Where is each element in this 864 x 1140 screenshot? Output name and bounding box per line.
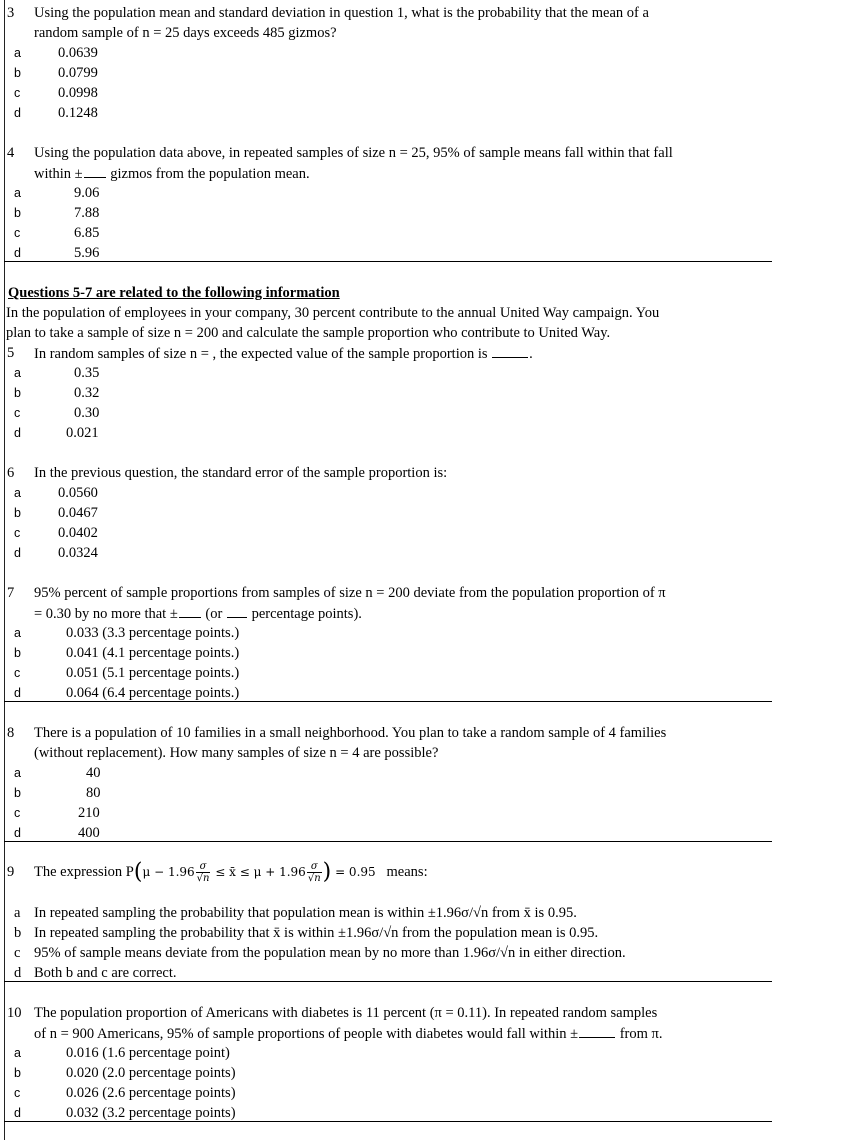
question-text: 95% percent of sample proportions from samples of size n = 200 deviate from the population proportion of π — [34, 585, 666, 601]
question-text-cont — [34, 163, 310, 184]
section-divider — [4, 1121, 772, 1122]
section-divider — [4, 261, 772, 262]
sigma-fraction — [307, 861, 322, 884]
option-value: 0.32 — [74, 385, 100, 401]
option-value: 0.041 (4.1 percentage points.) — [66, 645, 240, 661]
option-value: 6.85 — [74, 225, 100, 241]
option-letter: b — [14, 786, 21, 800]
option-value: In repeated sampling the probability that x̄ is within ±1.96σ/√n from the population mean is 0.95. — [34, 925, 599, 941]
answer-blank — [179, 603, 201, 618]
option-letter: d — [14, 686, 21, 700]
text-fragment: = 0.30 by no more that ± — [34, 606, 178, 622]
left-border — [4, 0, 5, 1140]
expr-fragment: μ − 1.96 — [142, 865, 195, 879]
text-fragment: percentage points). — [247, 606, 362, 622]
question-text: There is a population of 10 families in a small neighborhood. You plan to take a random sample of 4 families — [34, 725, 667, 741]
option-value: 0.026 (2.6 percentage points) — [66, 1085, 236, 1101]
option-value: 210 — [78, 805, 100, 821]
option-value: 0.021 — [66, 425, 99, 441]
option-letter: c — [14, 406, 21, 420]
option-value: 0.020 (2.0 percentage points) — [66, 1065, 236, 1081]
option-value: 0.064 (6.4 percentage points.) — [66, 685, 240, 701]
option-letter: b — [14, 386, 21, 400]
option-value: 0.30 — [74, 405, 100, 421]
option-letter: a — [14, 766, 21, 780]
option-letter: c — [14, 945, 21, 961]
option-value: 5.96 — [74, 245, 100, 261]
info-text: plan to take a sample of size n = 200 and calculate the sample proportion who contribute to United Way. — [6, 325, 611, 341]
option-value: 0.0639 — [58, 45, 98, 61]
option-letter: a — [14, 186, 21, 200]
answer-blank — [492, 343, 528, 358]
option-letter: c — [14, 806, 21, 820]
question-text: The population proportion of Americans with diabetes is 11 percent (π = 0.11). In repeated random samples — [34, 1005, 658, 1021]
question-text-cont: (without replacement). How many samples of size n = 4 are possible? — [34, 745, 439, 761]
option-letter: a — [14, 366, 21, 380]
option-value: 0.35 — [74, 365, 100, 381]
option-value: 0.033 (3.3 percentage points.) — [66, 625, 240, 641]
option-letter: c — [14, 226, 21, 240]
option-value: 0.0998 — [58, 85, 98, 101]
option-value: 7.88 — [74, 205, 100, 221]
question-text-cont — [34, 1023, 662, 1044]
question-number: 3 — [7, 5, 15, 21]
option-letter: b — [14, 646, 21, 660]
expr-fragment: = 0.95 — [335, 865, 376, 879]
option-value: 0.016 (1.6 percentage point) — [66, 1045, 230, 1061]
option-value: 9.06 — [74, 185, 100, 201]
option-letter: d — [14, 426, 21, 440]
section-divider — [4, 981, 772, 982]
option-value: 40 — [86, 765, 101, 781]
question-number: 8 — [7, 725, 15, 741]
option-value: 0.0560 — [58, 485, 98, 501]
section-divider — [4, 841, 772, 842]
numerator: σ — [310, 861, 318, 872]
denominator: √n — [307, 873, 321, 884]
question-text: Using the population mean and standard deviation in question 1, what is the probability that the mean of a — [34, 5, 649, 21]
answer-blank — [227, 603, 247, 618]
option-value: 400 — [78, 825, 100, 841]
question-number: 7 — [7, 585, 15, 601]
question-number: 10 — [7, 1005, 22, 1021]
question-number: 4 — [7, 145, 15, 161]
expr-fragment: ≤ x̄ ≤ μ + 1.96 — [211, 865, 306, 879]
option-value: 0.032 (3.2 percentage points) — [66, 1105, 236, 1121]
option-value: 0.051 (5.1 percentage points.) — [66, 665, 240, 681]
question-text — [34, 856, 428, 888]
option-letter: a — [14, 626, 21, 640]
option-letter: a — [14, 1046, 21, 1060]
text-fragment: (or — [201, 606, 226, 622]
option-letter: a — [14, 46, 21, 60]
option-letter: c — [14, 526, 21, 540]
option-value: 0.0324 — [58, 545, 98, 561]
numerator: σ — [199, 861, 207, 872]
option-value: 0.0402 — [58, 525, 98, 541]
option-value: 95% of sample means deviate from the population mean by no more than 1.96σ/√n in either direction. — [34, 945, 626, 961]
option-letter: d — [14, 1106, 21, 1120]
text-fragment: of n = 900 Americans, 95% of sample proportions of people with diabetes would fall within ± — [34, 1026, 579, 1042]
denominator: √n — [196, 873, 210, 884]
text-fragment: . — [529, 346, 533, 362]
option-value: 0.0467 — [58, 505, 98, 521]
option-letter: c — [14, 1086, 21, 1100]
option-letter: b — [14, 1066, 21, 1080]
question-text: Using the population data above, in repeated samples of size n = 25, 95% of sample means fall within that fall — [34, 145, 673, 161]
option-value: In repeated sampling the probability that population mean is within ±1.96σ/√n from x̄ is 0.95. — [34, 905, 577, 921]
option-letter: b — [14, 206, 21, 220]
text-fragment: gizmos from the population mean. — [106, 166, 310, 182]
paren-open: ( — [133, 859, 143, 885]
question-text — [34, 343, 533, 364]
option-letter: d — [14, 546, 21, 560]
option-letter: b — [14, 925, 22, 941]
option-letter: c — [14, 86, 21, 100]
info-text: In the population of employees in your company, 30 percent contribute to the annual United Way campaign. You — [6, 305, 660, 321]
option-letter: b — [14, 506, 21, 520]
probability-expression — [133, 859, 376, 885]
question-text: In the previous question, the standard error of the sample proportion is: — [34, 465, 448, 481]
option-letter: d — [14, 826, 21, 840]
question-text-cont: random sample of n = 25 days exceeds 485 gizmos? — [34, 25, 337, 41]
paren-close: ) — [322, 859, 332, 885]
option-letter: d — [14, 965, 22, 981]
option-letter: a — [14, 486, 21, 500]
text-fragment: The expression P — [34, 864, 134, 880]
text-fragment: means: — [386, 864, 428, 880]
question-number: 6 — [7, 465, 15, 481]
question-text-cont — [34, 603, 362, 624]
section-heading: Questions 5-7 are related to the following information — [8, 285, 340, 301]
sigma-fraction — [196, 861, 211, 884]
option-value: 80 — [86, 785, 101, 801]
option-value: 0.0799 — [58, 65, 98, 81]
option-letter: b — [14, 66, 21, 80]
option-letter: a — [14, 905, 21, 921]
question-number: 5 — [7, 345, 15, 361]
option-value: Both b and c are correct. — [34, 965, 177, 981]
answer-blank — [84, 163, 106, 178]
option-letter: d — [14, 246, 21, 260]
option-letter: c — [14, 666, 21, 680]
question-number: 9 — [7, 864, 15, 880]
option-letter: d — [14, 106, 21, 120]
text-fragment: within ± — [34, 166, 83, 182]
text-fragment: In random samples of size n = , the expected value of the sample proportion is — [34, 346, 492, 362]
option-value: 0.1248 — [58, 105, 98, 121]
text-fragment: from π. — [616, 1026, 663, 1042]
answer-blank — [579, 1023, 615, 1038]
section-divider — [4, 701, 772, 702]
